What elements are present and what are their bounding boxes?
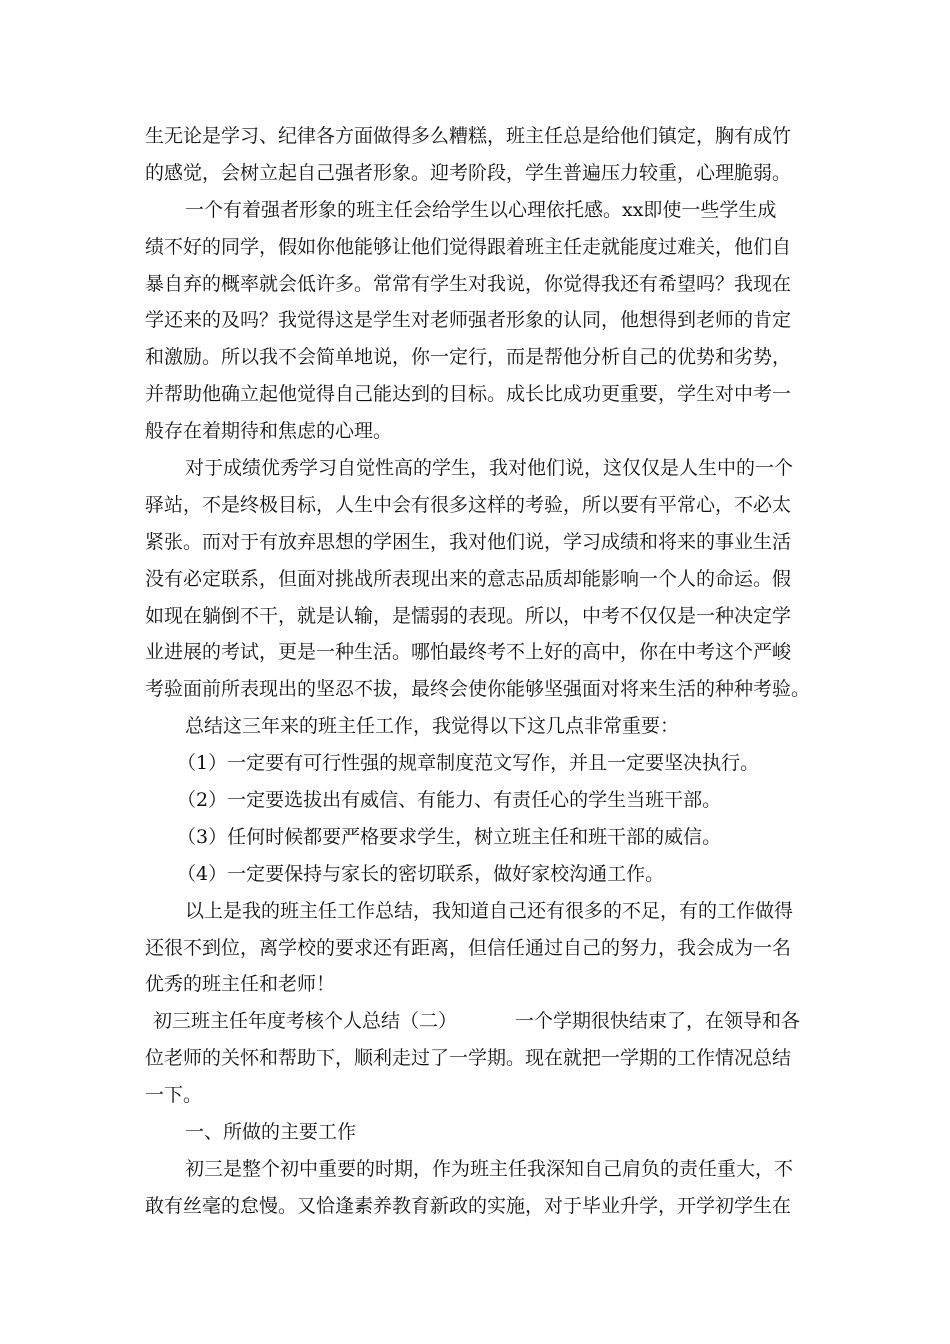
text-line: 对于成绩优秀学习自觉性高的学生，我对他们说，这仅仅是人生中的一个 [185,457,794,480]
text-line: 一下。 [145,1084,203,1107]
text-line: 生无论是学习、纪律各方面做得多么糟糕，班主任总是给他们镇定，胸有成竹 [145,125,792,147]
list-item: （3）任何时候都要严格要求学生，树立班主任和班干部的威信。 [177,825,722,848]
section-heading: 初三班主任年度考核个人总结（二） [153,1010,458,1033]
text-line: 初三是整个初中重要的时期，作为班主任我深知自己肩负的责任重大，不 [185,1157,794,1180]
text-line: 考验面前所表现出的坚忍不拔，最终会使你能够坚强面对将来生活的种种考验。 [145,678,811,701]
text-line: 紧张。而对于有放弃思想的学困生，我对他们说，学习成绩和将来的事业生活 [145,530,792,553]
text-line: 和激励。所以我不会简单地说，你一定行，而是帮他分析自己的优势和劣势， [145,346,792,369]
text-line: 般存在着期待和焦虑的心理。 [145,420,393,443]
list-item: （2）一定要选拔出有威信、有能力、有责任心的学生当班干部。 [177,789,722,812]
text-line: 的感觉，会树立起自己强者形象。迎考阶段，学生普遍压力较重，心理脆弱。 [145,161,792,184]
text-line: 没有必定联系，但面对挑战所表现出来的意志品质却能影响一个人的命运。假 [145,567,792,590]
text-line: 还很不到位，离学校的要求还有距离，但信任通过自己的努力，我会成为一名 [145,936,792,959]
subsection-heading: 一、所做的主要工作 [185,1121,357,1144]
list-item: （1）一定要有可行性强的规章制度范文写作，并且一定要坚决执行。 [177,752,760,775]
text-line: 敢有丝毫的怠慢。又恰逢素养教育新政的实施，对于毕业升学，开学初学生在 [145,1194,792,1217]
text-line: 优秀的班主任和老师！ [145,973,336,996]
text-line: 并帮助他确立起他觉得自己能达到的目标。成长比成功更重要，学生对中考一 [145,383,792,406]
document-page [145,118,810,1225]
heading-continuation: 一个学期很快结束了，在领导和各 [515,1010,801,1033]
text-line: 总结这三年来的班主任工作，我觉得以下这几点非常重要： [185,715,680,738]
section-heading-line [145,1003,810,1040]
text-line: 一个有着强者形象的班主任会给学生以心理依托感。xx即使一些学生成 [185,198,777,221]
text-line: 暴自弃的概率就会低许多。常常有学生对我说，你觉得我还有希望吗？我现在 [145,272,792,295]
text-line: 学还来的及吗？我觉得这是学生对老师强者形象的认同，他想得到老师的肯定 [145,309,792,332]
text-line: 业进展的考试，更是一种生活。哪怕最终考不上好的高中，你在中考这个严峻 [145,641,792,664]
text-line: 以上是我的班主任工作总结，我知道自己还有很多的不足，有的工作做得 [185,899,794,922]
text-line: 位老师的关怀和帮助下，顺利走过了一学期。现在就把一学期的工作情况总结 [145,1047,792,1070]
text-line: 驿站，不是终极目标，人生中会有很多这样的考验，所以要有平常心，不必太 [145,493,792,516]
text-line: 绩不好的同学，假如你他能够让他们觉得跟着班主任走就能度过难关，他们自 [145,235,792,258]
list-item: （4）一定要保持与家长的密切联系，做好家校沟通工作。 [177,862,665,885]
text-line: 如现在躺倒不干，就是认输，是懦弱的表现。所以，中考不仅仅是一种决定学 [145,604,792,627]
